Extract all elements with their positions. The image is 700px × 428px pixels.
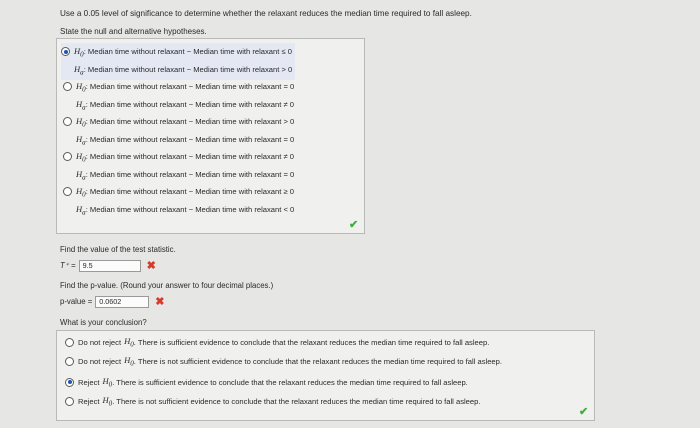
conclusion-option[interactable]: Do not reject $H_0$ . There is sufficient evidence to conclude that the relaxant reduces the median time required to fall asleep. (65, 336, 489, 349)
conclusion-option[interactable]: Do not reject $H_0$ . There is not sufficient evidence to conclude that the relaxant reduces the median time required to fall asleep. (65, 355, 502, 368)
radio-button-selected[interactable] (65, 378, 74, 387)
null-hypothesis-text: Median time without relaxant − Median time with relaxant ≥ 0 (89, 187, 294, 196)
incorrect-x-icon: ✖ (146, 260, 156, 272)
pvalue-input[interactable]: 0.0602 (95, 296, 149, 308)
alt-hypothesis-text: Median time without relaxant − Median time with relaxant > 0 (87, 64, 293, 74)
hypothesis-option[interactable]: $H_0$: Median time without relaxant − Median time with relaxant ≥ 0 $H_a$: Median time without relaxant − Median time with relaxant < 0 (63, 184, 294, 219)
pvalue-row (60, 295, 165, 308)
radio-button[interactable] (63, 117, 72, 126)
pvalue-prompt: Find the p-value. (Round your answer to four decimal places.) (60, 281, 274, 290)
null-hypothesis-text: Median time without relaxant − Median time with relaxant ≤ 0 (87, 47, 292, 56)
incorrect-x-icon: ✖ (155, 296, 165, 308)
conclusion-option[interactable]: Reject $H_0$ . There is sufficient evidence to conclude that the relaxant reduces the median time required to fall asleep. (65, 376, 468, 389)
hypothesis-option[interactable]: $H_0$: Median time without relaxant − Median time with relaxant = 0 $H_a$: Median time without relaxant − Median time with relaxant ≠ 0 (63, 79, 294, 114)
test-statistic-label: T⁺ = (60, 261, 76, 270)
test-statistic-input[interactable]: 9.5 (79, 260, 141, 272)
radio-button[interactable] (63, 82, 72, 91)
null-hypothesis-text: Median time without relaxant − Median time with relaxant ≠ 0 (89, 152, 294, 161)
null-hypothesis-text: Median time without relaxant − Median time with relaxant > 0 (89, 117, 295, 126)
alt-hypothesis-text: Median time without relaxant − Median time with relaxant < 0 (89, 204, 295, 214)
radio-button[interactable] (65, 357, 74, 366)
hypothesis-option[interactable]: $H_0$: Median time without relaxant − Median time with relaxant > 0 $H_a$: Median time without relaxant − Median time with relaxant = 0 (63, 114, 294, 149)
radio-button[interactable] (65, 338, 74, 347)
radio-button-selected[interactable] (61, 47, 70, 56)
radio-button[interactable] (63, 152, 72, 161)
alt-hypothesis-text: Median time without relaxant − Median time with relaxant ≠ 0 (89, 99, 294, 109)
conclusion-prompt: What is your conclusion? (60, 318, 147, 327)
conclusion-option[interactable]: Reject $H_0$ . There is not sufficient evidence to conclude that the relaxant reduces the median time required to fall asleep. (65, 395, 480, 408)
conclusion-panel (56, 330, 595, 421)
correct-check-icon: ✔ (579, 406, 589, 418)
test-statistic-row (60, 259, 156, 272)
hypothesis-option[interactable]: $H_0$: Median time without relaxant − Median time with relaxant ≠ 0 $H_a$: Median time without relaxant − Median time with relaxant = 0 (63, 149, 294, 184)
radio-button[interactable] (63, 187, 72, 196)
hypotheses-prompt: State the null and alternative hypotheses. (60, 27, 207, 36)
alt-hypothesis-text: Median time without relaxant − Median time with relaxant = 0 (89, 169, 295, 179)
question-intro: Use a 0.05 level of significance to determine whether the relaxant reduces the median time required to fall asleep. (60, 9, 472, 18)
hypothesis-option[interactable]: $H_0$: Median time without relaxant − Median time with relaxant ≤ 0 $H_a$: Median time without relaxant − Median time with relaxant > 0 (61, 43, 295, 80)
null-hypothesis-text: Median time without relaxant − Median time with relaxant = 0 (89, 82, 295, 91)
test-statistic-prompt: Find the value of the test statistic. (60, 245, 176, 254)
radio-button[interactable] (65, 397, 74, 406)
correct-check-icon: ✔ (349, 219, 359, 231)
pvalue-label: p-value = (60, 297, 93, 306)
hypotheses-panel (56, 38, 365, 234)
alt-hypothesis-text: Median time without relaxant − Median time with relaxant = 0 (89, 134, 295, 144)
